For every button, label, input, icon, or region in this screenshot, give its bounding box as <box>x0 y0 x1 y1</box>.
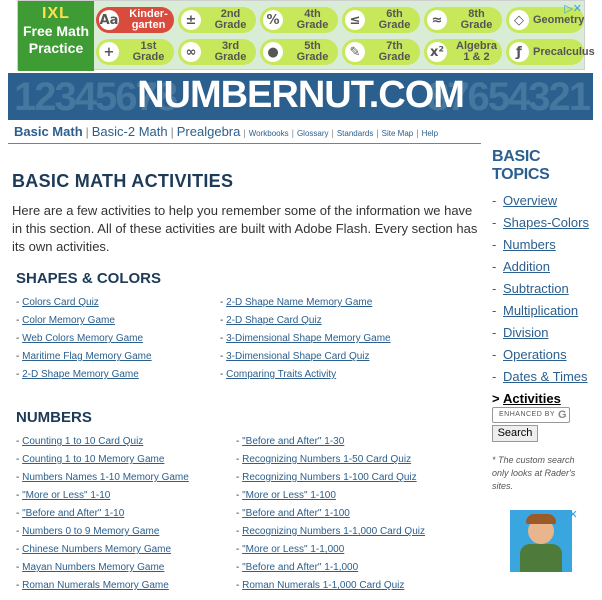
ad-banner[interactable] <box>17 0 595 70</box>
ad-grade-label: 1st Grade <box>132 40 165 63</box>
activity-list-item: - Web Colors Memory Game <box>16 333 144 344</box>
activity-link-mayan-numbers-memory-game[interactable]: Mayan Numbers Memory Game <box>22 562 165 573</box>
sidebar-link-subtraction[interactable]: Subtraction <box>503 281 569 296</box>
activity-list-item: - "Before and After" 1-10 <box>16 508 125 519</box>
topic-bullet: - <box>492 369 497 384</box>
activity-list-item: - "More or Less" 1-1,000 <box>236 544 345 555</box>
activity-list-item: - Colors Card Quiz <box>16 297 99 308</box>
activity-link-before-and-after-1-100[interactable]: "Before and After" 1-100 <box>242 508 350 519</box>
sidebar-link-shapes-colors[interactable]: Shapes-Colors <box>503 215 589 230</box>
activity-list-item: - Maritime Flag Memory Game <box>16 351 152 362</box>
sidebar-topic-item <box>492 322 600 344</box>
topic-bullet: - <box>492 325 497 340</box>
activity-list-item: - Counting 1 to 10 Card Quiz <box>16 436 144 447</box>
sidebar-link-overview[interactable]: Overview <box>503 193 558 208</box>
ad-grade-icon: ● <box>263 42 283 62</box>
activity-link-counting-1-to-10-card-quiz[interactable]: Counting 1 to 10 Card Quiz <box>22 436 144 447</box>
activity-list-item: - Recognizing Numbers 1-50 Card Quiz <box>236 454 412 465</box>
sidebar-link-dates-times[interactable]: Dates & Times <box>503 369 588 384</box>
banner-right-digits: 87654321 <box>427 75 589 119</box>
site-name: NUMBERNUT.COM <box>137 74 464 116</box>
section-heading-shapes-colors: SHAPES & COLORS <box>16 270 162 287</box>
sidebar-title: BASIC TOPICS <box>492 148 550 183</box>
ad-grade-icon: % <box>263 10 283 30</box>
activity-link-numbers-names-1-10-memory-game[interactable]: Numbers Names 1-10 Memory Game <box>22 472 189 483</box>
activity-link-counting-1-to-10-memory-game[interactable]: Counting 1 to 10 Memory Game <box>22 454 165 465</box>
banner-left-digits: 12345678 <box>14 75 176 119</box>
activity-list-item: - 2-D Shape Name Memory Game <box>220 297 373 308</box>
topic-bullet: - <box>492 347 497 362</box>
nav-basic-2-math[interactable]: Basic-2 Math <box>91 124 168 139</box>
topic-bullet: - <box>492 303 497 318</box>
sidebar-link-operations[interactable]: Operations <box>503 347 567 362</box>
activity-list-item: - 3-Dimensional Shape Memory Game <box>220 333 391 344</box>
topic-bullet: - <box>492 215 497 230</box>
activity-link-2-d-shape-name-memory-game[interactable]: 2-D Shape Name Memory Game <box>226 297 373 308</box>
activity-link-before-and-after-1-1-000[interactable]: "Before and After" 1-1,000 <box>242 562 359 573</box>
activity-list-item: - Numbers 0 to 9 Memory Game <box>16 526 160 537</box>
sidebar-topic-item <box>492 256 600 278</box>
sidebar-topic-item <box>492 212 600 234</box>
activity-list-item: - Chinese Numbers Memory Game <box>16 544 172 555</box>
sidebar-link-addition[interactable]: Addition <box>503 259 550 274</box>
top-nav: Basic Math | Basic-2 Math | Prealgebra | Workbooks | Glossary | Standards | Site Map | Help <box>14 124 439 139</box>
sidebar-topic-item <box>492 190 600 212</box>
activity-list-item: - Numbers Names 1-10 Memory Game <box>16 472 189 483</box>
ad-grade-icon: + <box>99 42 119 62</box>
ad-grade-button[interactable] <box>424 7 502 33</box>
ad-grade-icon: ≤ <box>345 10 365 30</box>
nav-standards[interactable]: Standards <box>336 129 374 138</box>
nav-help[interactable]: Help <box>421 129 439 138</box>
nav-divider <box>8 143 481 144</box>
nav-basic-math[interactable]: Basic Math <box>14 124 83 139</box>
ad-grade-label: 2nd Grade <box>214 8 247 31</box>
search-note: * The custom search only looks at Rader's sites. <box>492 455 576 491</box>
ixl-ad-logo[interactable] <box>18 1 94 71</box>
numbers-list-left <box>16 435 189 597</box>
ad-grade-label: Precalculus <box>533 45 595 58</box>
ad-grade-icon: ◇ <box>509 10 529 30</box>
google-icon: G <box>557 409 567 421</box>
sidebar-topic-item <box>492 278 600 300</box>
ad-grade-button[interactable] <box>506 39 595 65</box>
ad-grade-button[interactable] <box>424 39 502 65</box>
activity-list-item: - "Before and After" 1-1,000 <box>236 562 359 573</box>
ad-grade-label: Geometry <box>533 13 585 26</box>
ad-grade-label: 4th Grade <box>296 8 329 31</box>
activity-link-2-d-shape-card-quiz[interactable]: 2-D Shape Card Quiz <box>226 315 322 326</box>
activity-link-more-or-less-1-10[interactable]: "More or Less" 1-10 <box>22 490 111 501</box>
activity-list-item: - "Before and After" 1-30 <box>236 436 345 447</box>
sidebar-topic-item <box>492 234 600 256</box>
sidebar-topic-item <box>492 300 600 322</box>
ad-grade-label: 7th Grade <box>378 40 411 63</box>
activity-list-item: - 2-D Shape Memory Game <box>16 369 139 380</box>
activity-list-item: - Comparing Traits Activity <box>220 369 337 380</box>
ad-grade-label: 5th Grade <box>296 40 329 63</box>
search-input[interactable] <box>492 407 570 423</box>
ad-grade-label: 3rd Grade <box>214 40 247 63</box>
ad-grade-icon: ✎ <box>345 42 365 62</box>
sidebar-link-numbers[interactable]: Numbers <box>503 237 556 252</box>
activity-link-recognizing-numbers-1-1-000-card-quiz[interactable]: Recognizing Numbers 1-1,000 Card Quiz <box>242 526 425 537</box>
ad-grade-icon: Aa <box>99 10 119 30</box>
ad-grade-button[interactable] <box>342 39 420 65</box>
sidebar-link-activities[interactable]: Activities <box>503 391 561 406</box>
ad-grade-icon: ≈ <box>427 10 447 30</box>
ad-grade-label: 6th Grade <box>378 8 411 31</box>
activity-link-3-dimensional-shape-card-quiz[interactable]: 3-Dimensional Shape Card Quiz <box>226 351 370 362</box>
activity-list-item: - Counting 1 to 10 Memory Game <box>16 454 165 465</box>
topic-bullet: > <box>492 391 500 406</box>
page-title: BASIC MATH ACTIVITIES <box>12 171 234 191</box>
activity-link-recognizing-numbers-1-100-card-quiz[interactable]: Recognizing Numbers 1-100 Card Quiz <box>242 472 417 483</box>
ad-grade-button[interactable] <box>178 7 256 33</box>
activity-list-item: - "Before and After" 1-100 <box>236 508 350 519</box>
nav-site-map[interactable]: Site Map <box>381 129 414 138</box>
activity-link-roman-numerals-1-1-000-card-quiz[interactable]: Roman Numerals 1-1,000 Card Quiz <box>242 580 405 591</box>
activity-link-before-and-after-1-30[interactable]: "Before and After" 1-30 <box>242 436 345 447</box>
activity-link-more-or-less-1-1-000[interactable]: "More or Less" 1-1,000 <box>242 544 345 555</box>
numbers-list-right <box>236 435 425 597</box>
shapes-colors-list-left <box>16 296 152 386</box>
site-logo-banner[interactable] <box>8 73 593 120</box>
sidebar-topic-item <box>492 366 600 388</box>
ad-grade-label: Algebra 1 & 2 <box>456 40 497 63</box>
activity-link-color-memory-game[interactable]: Color Memory Game <box>22 315 115 326</box>
activity-link-web-colors-memory-game[interactable]: Web Colors Memory Game <box>22 333 144 344</box>
ad-grade-label: Kinder- garten <box>129 8 168 31</box>
topic-bullet: - <box>492 281 497 296</box>
activity-link-numbers-0-to-9-memory-game[interactable]: Numbers 0 to 9 Memory Game <box>22 526 160 537</box>
shapes-colors-list-right <box>220 296 391 386</box>
ad-grade-button[interactable] <box>260 39 338 65</box>
ad-grade-icon: ± <box>181 10 201 30</box>
sidebar-topic-list <box>492 190 600 410</box>
nav-prealgebra[interactable]: Prealgebra <box>176 124 241 139</box>
ad-grade-label: 8th Grade <box>460 8 493 31</box>
ad-grade-icon: ƒ <box>509 42 529 62</box>
activity-list-item: - 2-D Shape Card Quiz <box>220 315 322 326</box>
activity-link-2-d-shape-memory-game[interactable]: 2-D Shape Memory Game <box>22 369 139 380</box>
search-button[interactable]: Search <box>492 425 538 442</box>
activity-list-item: - Recognizing Numbers 1-1,000 Card Quiz <box>236 526 425 537</box>
activity-list-item: - 3-Dimensional Shape Card Quiz <box>220 351 370 362</box>
activity-link-recognizing-numbers-1-50-card-quiz[interactable]: Recognizing Numbers 1-50 Card Quiz <box>242 454 412 465</box>
ad-headline-1: Free Math <box>22 23 90 39</box>
activity-link-more-or-less-1-100[interactable]: "More or Less" 1-100 <box>242 490 336 501</box>
activity-list-item: - "More or Less" 1-100 <box>236 490 336 501</box>
ad-grade-button[interactable] <box>342 7 420 33</box>
activity-link-chinese-numbers-memory-game[interactable]: Chinese Numbers Memory Game <box>22 544 172 555</box>
activity-list-item: - Roman Numerals Memory Game <box>16 580 169 591</box>
sidebar-link-multiplication[interactable]: Multiplication <box>503 303 579 318</box>
activity-link-colors-card-quiz[interactable]: Colors Card Quiz <box>22 297 99 308</box>
activity-link-before-and-after-1-10[interactable]: "Before and After" 1-10 <box>22 508 125 519</box>
ad-grade-button[interactable] <box>178 39 256 65</box>
activity-link-comparing-traits-activity[interactable]: Comparing Traits Activity <box>226 369 337 380</box>
sidebar <box>492 148 600 521</box>
ad-grade-button[interactable] <box>96 39 174 65</box>
intro-text: Here are a few activities to help you remember some of the information we have in this section. All of these activities are built with Adobe Flash. Every section has its own activities. <box>12 203 478 254</box>
ad-grade-button[interactable] <box>260 7 338 33</box>
section-heading-numbers: NUMBERS <box>16 409 92 426</box>
ad-grade-button[interactable] <box>96 7 174 33</box>
topic-bullet: - <box>492 259 497 274</box>
ad-character-hair <box>526 514 556 524</box>
activity-link-maritime-flag-memory-game[interactable]: Maritime Flag Memory Game <box>22 351 152 362</box>
nav-workbooks[interactable]: Workbooks <box>248 129 289 138</box>
topic-bullet: - <box>492 237 497 252</box>
sidebar-topic-item <box>492 344 600 366</box>
activity-list-item: - "More or Less" 1-10 <box>16 490 111 501</box>
activity-list-item: - Mayan Numbers Memory Game <box>16 562 165 573</box>
nav-glossary[interactable]: Glossary <box>296 129 329 138</box>
activity-list-item: - Roman Numerals 1-1,000 Card Quiz <box>236 580 405 591</box>
activity-link-3-dimensional-shape-memory-game[interactable]: 3-Dimensional Shape Memory Game <box>226 333 391 344</box>
activity-list-item: - Color Memory Game <box>16 315 115 326</box>
ad-grade-icon: x² <box>427 42 447 62</box>
activity-list-item: - Recognizing Numbers 1-100 Card Quiz <box>236 472 417 483</box>
sidebar-link-division[interactable]: Division <box>503 325 549 340</box>
ixl-brand: IXL <box>42 5 70 22</box>
topic-bullet: - <box>492 193 497 208</box>
ad-close-icon[interactable]: ▷✕ <box>564 3 582 15</box>
ad-character-body <box>520 544 562 572</box>
ad-grade-icon: ∞ <box>181 42 201 62</box>
sidebar-ad-close-icon[interactable]: ▷✕ <box>560 509 578 521</box>
activity-link-roman-numerals-memory-game[interactable]: Roman Numerals Memory Game <box>22 580 169 591</box>
search-placeholder: ENHANCED BY <box>499 411 556 418</box>
main-content <box>12 171 482 256</box>
ad-headline-2: Practice <box>28 40 84 56</box>
